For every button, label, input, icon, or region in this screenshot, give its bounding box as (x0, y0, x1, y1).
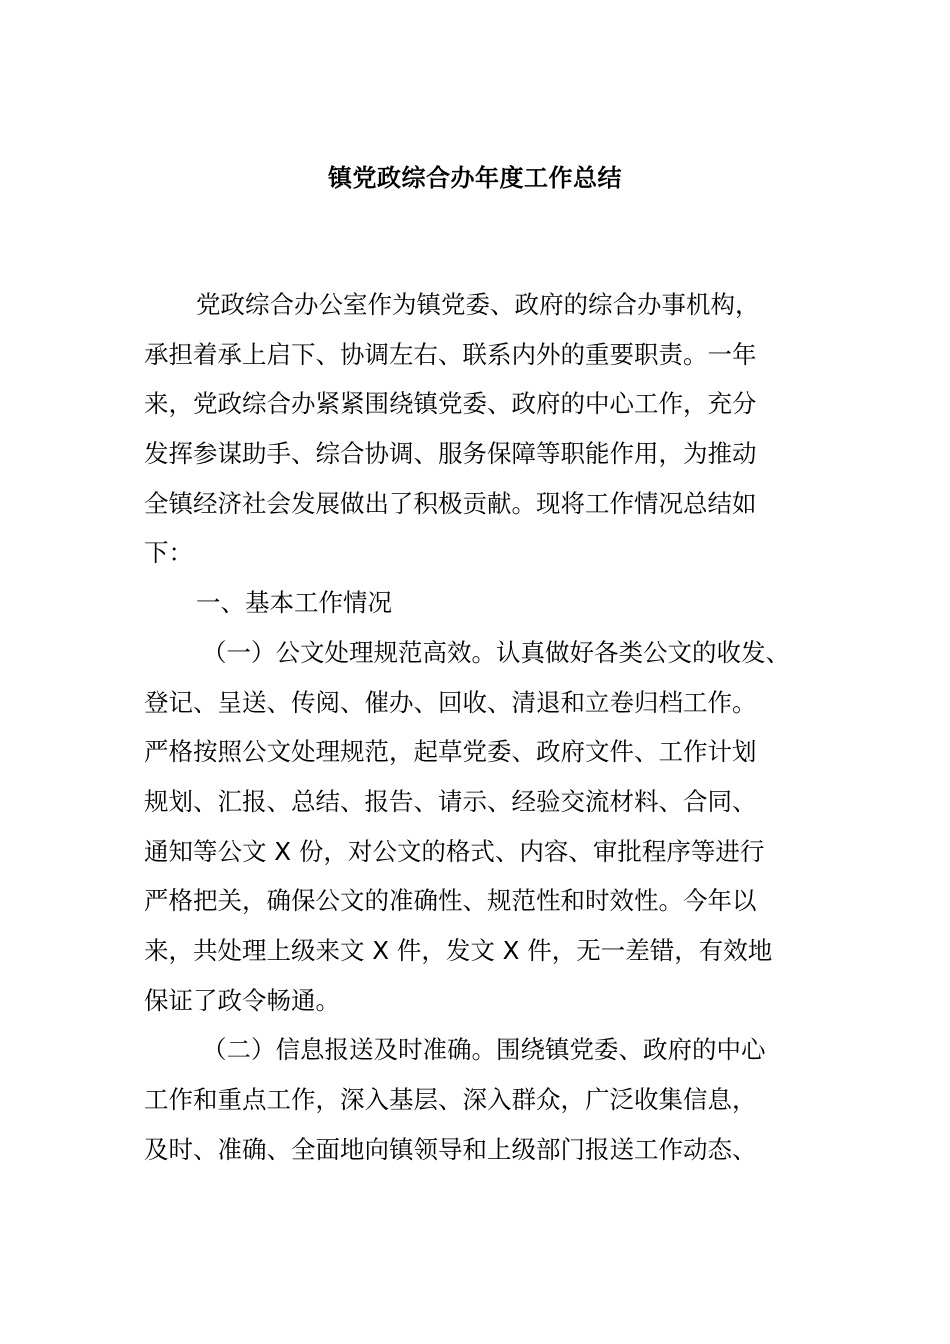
paragraph-line: 来，党政综合办紧紧围绕镇党委、政府的中心工作，充分 (144, 389, 757, 419)
paragraph-line: （二）信息报送及时准确。围绕镇党委、政府的中心 (202, 1035, 766, 1065)
paragraph-line: 及时、准确、全面地向镇领导和上级部门报送工作动态、 (144, 1134, 757, 1164)
paragraph-line: 严格按照公文处理规范，起草党委、政府文件、工作计划 (144, 737, 757, 767)
paragraph-line: 党政综合办公室作为镇党委、政府的综合办事机构， (196, 290, 760, 319)
paragraph-line: 全镇经济社会发展做出了积极贡献。现将工作情况总结如 (144, 488, 757, 518)
paragraph-line: 规划、汇报、总结、报告、请示、经验交流材料、合同、 (144, 786, 757, 816)
paragraph-line: 下： (144, 538, 193, 568)
paragraph-line: （一）公文处理规范高效。认真做好各类公文的收发、 (202, 637, 790, 667)
document-body (144, 280, 809, 1174)
paragraph-line: 承担着承上启下、协调左右、联系内外的重要职责。一年 (144, 339, 757, 369)
document-title: 镇党政综合办年度工作总结 (328, 164, 622, 192)
paragraph-line: 通知等公文 X 份，对公文的格式、内容、审批程序等进行 (144, 836, 765, 866)
paragraph-line: 严格把关，确保公文的准确性、规范性和时效性。今年以 (144, 886, 757, 916)
paragraph-line: 保证了政令畅通。 (144, 985, 340, 1015)
paragraph-line: 发挥参谋助手、综合协调、服务保障等职能作用，为推动 (144, 439, 757, 469)
paragraph-line: 登记、呈送、传阅、催办、回收、清退和立卷归档工作。 (144, 687, 757, 717)
paragraph-line: 工作和重点工作，深入基层、深入群众，广泛收集信息， (144, 1085, 757, 1114)
section-heading: 一、基本工作情况 (196, 588, 392, 618)
paragraph-line: 来，共处理上级来文 X 件，发文 X 件，无一差错，有效地 (144, 935, 773, 965)
